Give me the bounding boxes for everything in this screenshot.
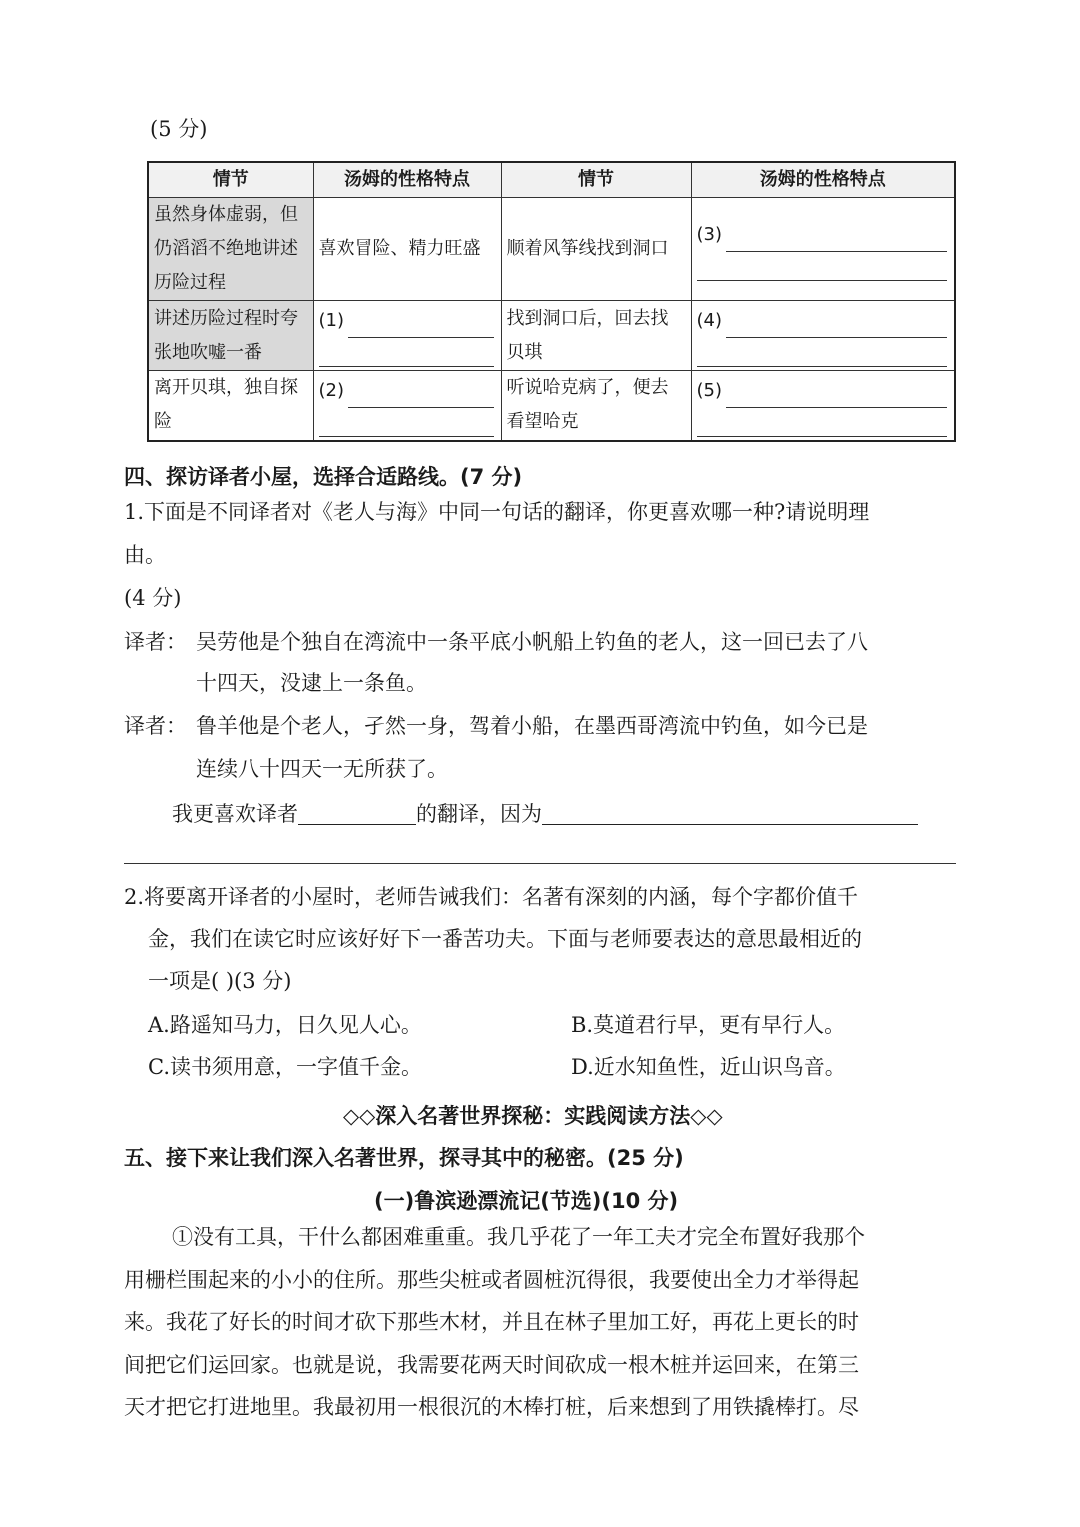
trait-cell: 喜欢冒险、精力旺盛 xyxy=(313,198,501,301)
preference-sentence xyxy=(172,802,918,825)
answer-blank[interactable] xyxy=(348,309,494,338)
trait-answer-cell[interactable] xyxy=(691,198,955,301)
table-row xyxy=(148,198,955,301)
header-trait-2: 汤姆的性格特点 xyxy=(691,162,955,198)
trait-answer-cell[interactable] xyxy=(313,301,501,371)
blank-label: (5) xyxy=(696,379,722,401)
section-banner: ◇◇深入名著世界探秘：实践阅读方法◇◇ xyxy=(343,1104,723,1128)
option-a[interactable]: A.路遥知马力，日久见人心。 xyxy=(148,1013,422,1037)
passage-line-4: 间把它们运回家。也就是说，我需要花两天时间砍成一根木桩并运回来，在第三 xyxy=(124,1353,859,1377)
answer-blank[interactable] xyxy=(319,338,494,367)
answer-blank[interactable] xyxy=(726,309,947,338)
answer-blank[interactable] xyxy=(348,379,494,408)
translation-2-line-2: 连续八十四天一无所获了。 xyxy=(196,757,448,781)
trait-answer-cell[interactable] xyxy=(691,371,955,441)
answer-line[interactable] xyxy=(124,863,956,864)
preference-prefix: 我更喜欢译者 xyxy=(172,802,298,826)
translator-label-1: 译者： xyxy=(124,630,187,654)
plot-cell: 虽然身体虚弱，但仍滔滔不绝地讲述历险过程 xyxy=(148,198,313,301)
blank-label: (3) xyxy=(696,223,722,245)
plot-cell: 听说哈克病了，便去看望哈克 xyxy=(501,371,691,441)
passage-line-3: 来。我花了好长的时间才砍下那些木材，并且在林子里加工好，再花上更长的时 xyxy=(124,1310,859,1334)
q2-line-1: 2.将要离开译者的小屋时，老师告诫我们：名著有深刻的内涵，每个字都价值千 xyxy=(124,885,859,909)
passage-title: (一)鲁滨逊漂流记(节选)(10 分) xyxy=(374,1189,679,1213)
option-b[interactable]: B.莫道君行早，更有早行人。 xyxy=(571,1013,846,1037)
table-row xyxy=(148,301,955,371)
answer-blank[interactable] xyxy=(697,408,948,437)
table-row xyxy=(148,371,955,441)
plot-cell: 找到洞口后，回去找贝琪 xyxy=(501,301,691,371)
q1-line-1: 1.下面是不同译者对《老人与海》中同一句话的翻译，你更喜欢哪一种?请说明理 xyxy=(124,500,870,524)
translation-2-line-1: 鲁羊他是个老人，孑然一身，驾着小船，在墨西哥湾流中钓鱼，如今已是 xyxy=(196,714,868,738)
trait-answer-cell[interactable] xyxy=(691,301,955,371)
q1-line-2: 由。 xyxy=(124,543,166,567)
answer-blank[interactable] xyxy=(726,223,947,252)
table-header-row xyxy=(148,162,955,198)
q2-line-2: 金，我们在读它时应该好好下一番苦功夫。下面与老师要表达的意思最相近的 xyxy=(148,927,862,951)
blank-label: (2) xyxy=(318,379,344,401)
blank-label: (1) xyxy=(318,310,344,331)
trait-answer-cell[interactable] xyxy=(313,371,501,441)
plot-trait-table xyxy=(147,161,956,442)
translation-1-line-2: 十四天，没逮上一条鱼。 xyxy=(196,671,427,695)
reason-blank[interactable] xyxy=(542,802,918,825)
answer-blank[interactable] xyxy=(726,379,947,408)
preference-middle: 的翻译，因为 xyxy=(416,802,542,826)
q2-line-3: 一项是( )(3 分) xyxy=(148,969,292,993)
passage-line-5: 天才把它打进地里。我最初用一根很沉的木棒打桩，后来想到了用铁撬棒打。尽 xyxy=(124,1395,859,1419)
section-4-title: 四、探访译者小屋，选择合适路线。(7 分) xyxy=(124,465,523,489)
header-plot-2: 情节 xyxy=(501,162,691,198)
score-label: (5 分) xyxy=(150,117,208,141)
q1-score: (4 分) xyxy=(124,586,182,610)
plot-cell: 讲述历险过程时夸张地吹嘘一番 xyxy=(148,301,313,371)
answer-blank[interactable] xyxy=(319,408,494,437)
answer-blank[interactable] xyxy=(697,252,948,281)
translator-label-2: 译者： xyxy=(124,714,187,738)
plot-cell: 顺着风筝线找到洞口 xyxy=(501,198,691,301)
answer-blank[interactable] xyxy=(697,338,948,367)
option-c[interactable]: C.读书须用意，一字值千金。 xyxy=(148,1055,422,1079)
plot-cell: 离开贝琪，独自探险 xyxy=(148,371,313,441)
translation-1-line-1: 吴劳他是个独自在湾流中一条平底小帆船上钓鱼的老人，这一回已去了八 xyxy=(196,630,868,654)
passage-line-1: ①没有工具，干什么都困难重重。我几乎花了一年工夫才完全布置好我那个 xyxy=(172,1225,865,1249)
blank-label: (4) xyxy=(696,310,722,331)
header-plot-1: 情节 xyxy=(148,162,313,198)
passage-line-2: 用栅栏围起来的小小的住所。那些尖桩或者圆桩沉得很，我要使出全力才举得起 xyxy=(124,1268,859,1292)
option-d[interactable]: D.近水知鱼性，近山识鸟音。 xyxy=(571,1055,846,1079)
translator-choice-blank[interactable] xyxy=(298,802,416,825)
section-5-title: 五、接下来让我们深入名著世界，探寻其中的秘密。(25 分) xyxy=(124,1146,684,1170)
header-trait-1: 汤姆的性格特点 xyxy=(313,162,501,198)
